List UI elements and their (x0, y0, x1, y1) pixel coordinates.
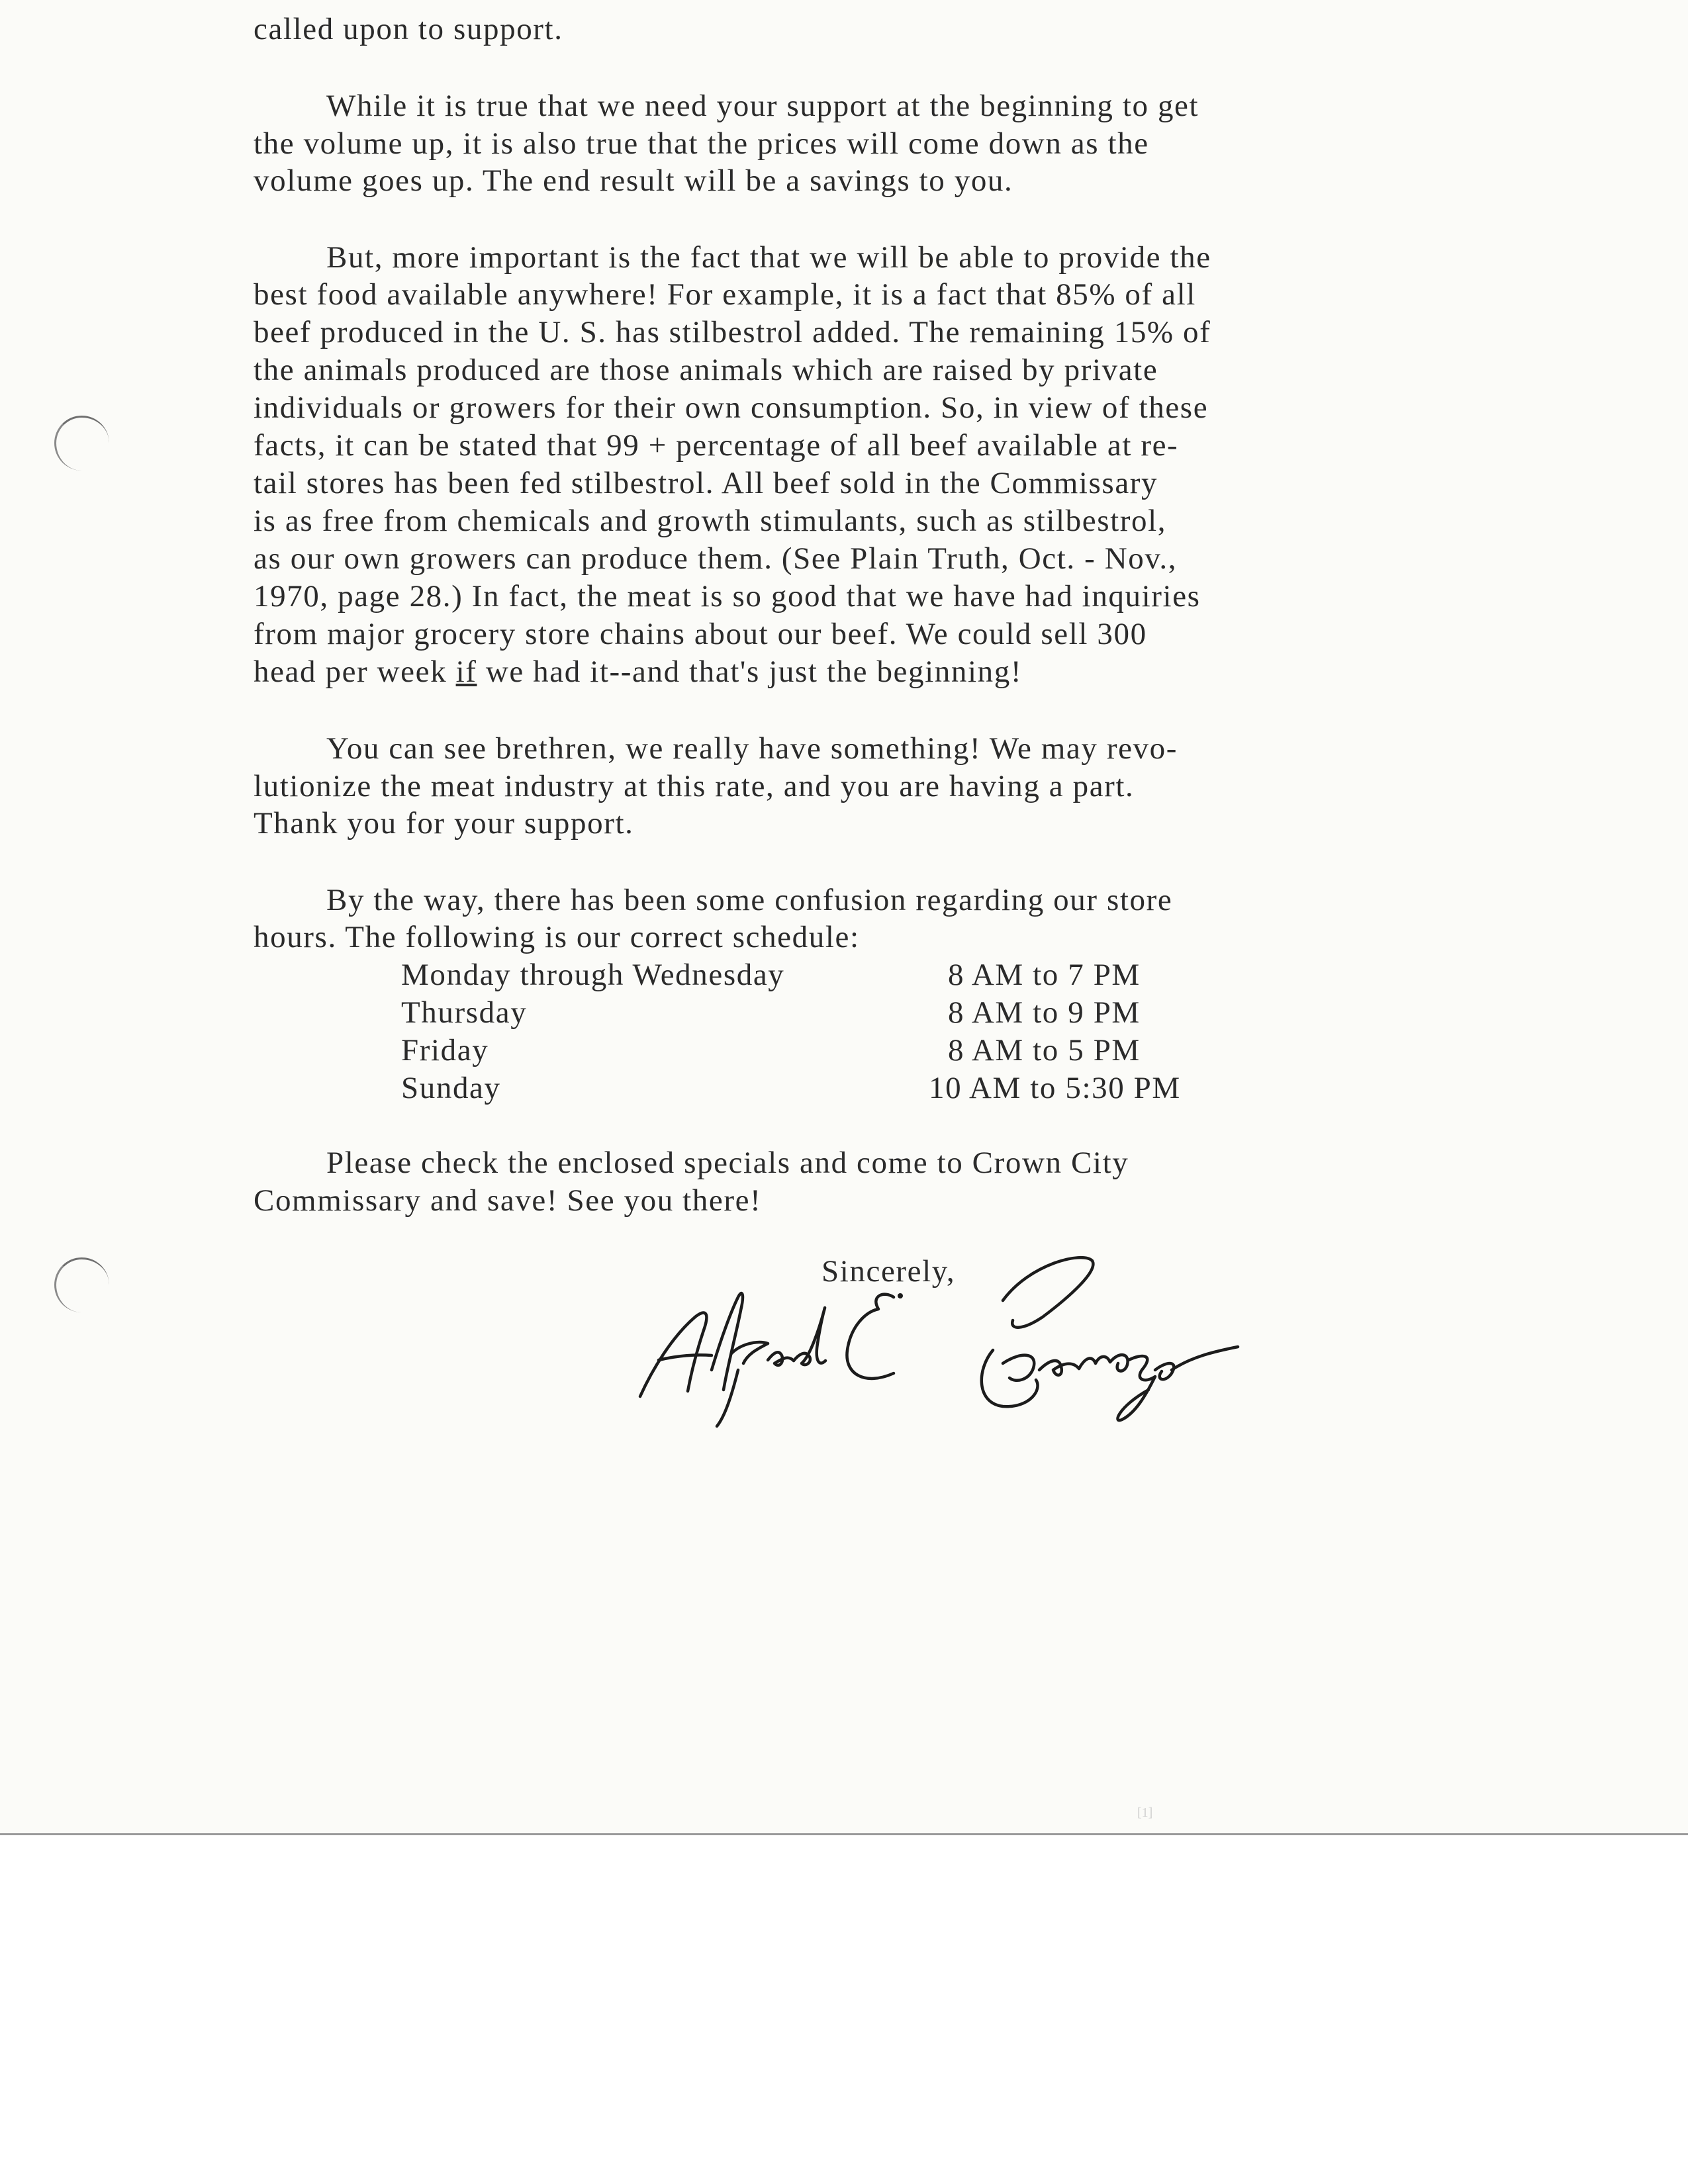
text-line: You can see brethren, we really have something! We may revo- (326, 731, 1178, 766)
text-line: as our own growers can produce them. (See Plain Truth, Oct. - Nov., (254, 541, 1178, 576)
text-line: volume goes up. The end result will be a savings to you. (254, 163, 1013, 198)
text-line: best food available anywhere! For example, it is a fact that 85% of all (254, 277, 1196, 312)
text-line: the animals produced are those animals which are raised by private (254, 353, 1158, 387)
text-line: is as free from chemicals and growth stimulants, such as stilbestrol, (254, 504, 1167, 538)
underlined-word: if (455, 655, 477, 689)
hours-day: Monday through Wednesday (401, 958, 785, 992)
hours-time: 8 AM to 7 PM (948, 958, 1141, 992)
text-line: Please check the enclosed specials and come to Crown City (326, 1146, 1129, 1180)
hours-day: Thursday (401, 995, 528, 1030)
text-line: While it is true that we need your support at the beginning to get (326, 89, 1199, 123)
text-line: called upon to support. (254, 12, 563, 46)
punch-hole-bottom (54, 1257, 109, 1312)
punch-hole-top (54, 416, 109, 471)
text-line: By the way, there has been some confusion regarding our store (326, 883, 1173, 917)
text-segment: head per week (254, 655, 456, 689)
handwritten-signature (632, 1238, 1241, 1430)
text-line (254, 653, 1022, 691)
closing-salutation: Sincerely, (821, 1254, 956, 1289)
hours-day: Friday (401, 1033, 489, 1068)
text-line: from major grocery store chains about our beef. We could sell 300 (254, 617, 1147, 651)
hours-time: 8 AM to 9 PM (948, 995, 1141, 1030)
text-line: facts, it can be stated that 99 + percentage of all beef available at re- (254, 428, 1179, 463)
text-line: hours. The following is our correct schedule: (254, 920, 860, 954)
text-line: lutionize the meat industry at this rate, and you are having a part. (254, 769, 1135, 803)
text-line: tail stores has been fed stilbestrol. All beef sold in the Commissary (254, 466, 1158, 500)
text-segment: we had it--and that's just the beginning! (477, 655, 1023, 689)
hours-day: Sunday (401, 1071, 501, 1105)
text-line: Commissary and save! See you there! (254, 1183, 762, 1218)
page-mark: [1] (1137, 1805, 1153, 1820)
text-line: beef produced in the U. S. has stilbestrol added. The remaining 15% of (254, 315, 1211, 349)
text-line: individuals or growers for their own consumption. So, in view of these (254, 390, 1209, 425)
hours-time: 8 AM to 5 PM (948, 1033, 1141, 1068)
text-line: 1970, page 28.) In fact, the meat is so good that we have had inquiries (254, 579, 1201, 614)
text-line: But, more important is the fact that we will be able to provide the (326, 240, 1211, 275)
text-line: the volume up, it is also true that the prices will come down as the (254, 126, 1149, 161)
text-line: Thank you for your support. (254, 806, 634, 841)
hours-time: 10 AM to 5:30 PM (929, 1071, 1181, 1105)
